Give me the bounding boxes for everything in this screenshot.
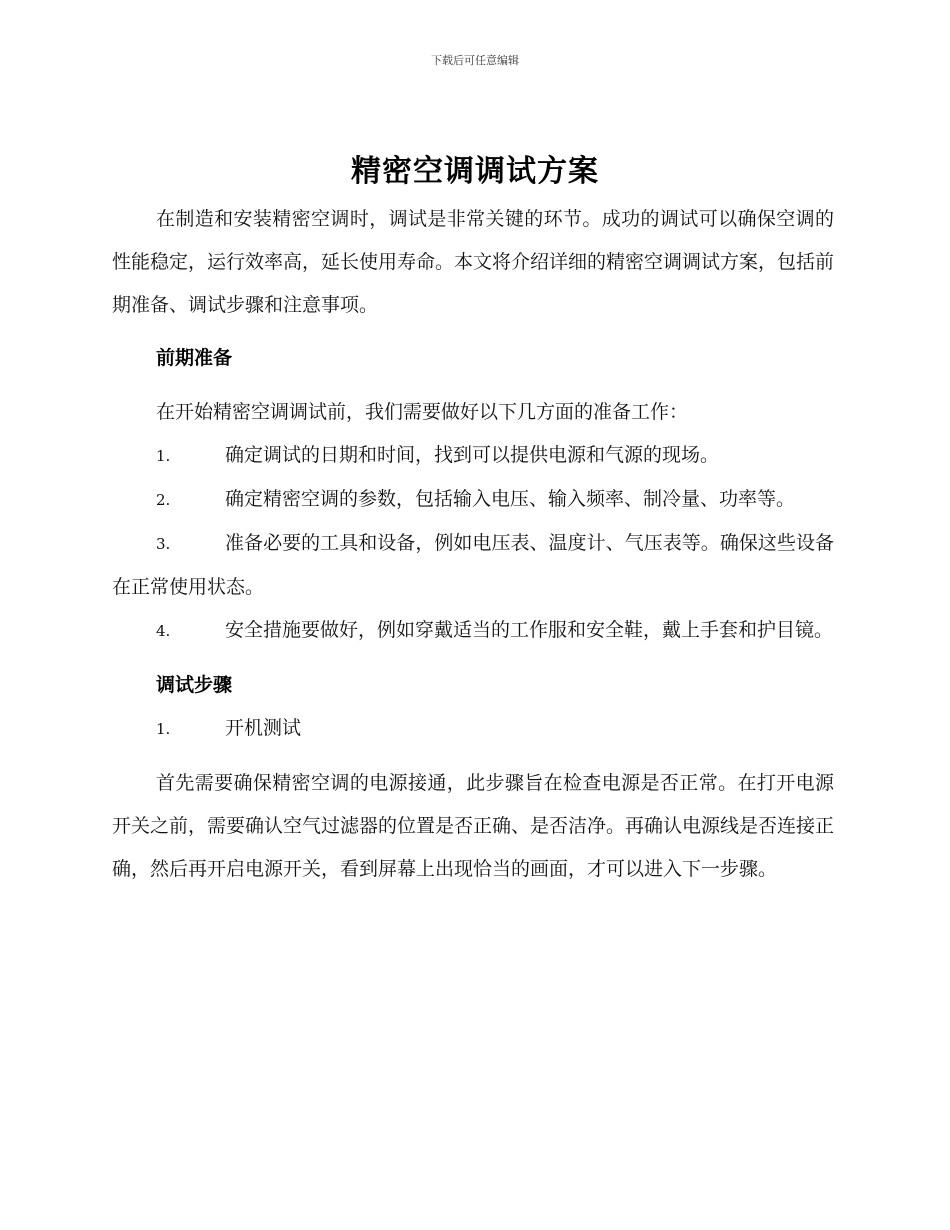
section-heading-preparation: 前期准备 (156, 347, 233, 369)
list-item-number: 3. (156, 535, 171, 553)
document-title: 精密空调调试方案 (351, 154, 599, 189)
preparation-lead-paragraph: 在开始精密空调调试前，我们需要做好以下几方面的准备工作： (156, 401, 689, 423)
list-item-number: 1. (156, 447, 171, 465)
list-item (112, 434, 834, 478)
list-item (112, 522, 834, 609)
list-item (112, 478, 834, 522)
startup-test-paragraph: 首先需要确保精密空调的电源接通，此步骤旨在检查电源是否正常。在打开电源开关之前，需要确认空气过滤器的位置是否正确、是否洁净。再确认电源线是否连接正确，然后再开启电源开关，看到屏幕上出现恰当的画面，才可以进入下一步骤。 (112, 772, 835, 880)
list-item (112, 707, 834, 751)
list-item-text: 准备必要的工具和设备，例如电压表、温度计、气压表等。确保这些设备在正常使用状态。 (112, 532, 834, 598)
list-item-text: 确定调试的日期和时间，找到可以提供电源和气源的现场。 (225, 444, 720, 466)
document-body (112, 198, 834, 891)
list-item-text: 确定精密空调的参数，包括输入电压、输入频率、制冷量、功率等。 (225, 488, 796, 510)
list-item-text: 开机测试 (225, 717, 302, 739)
intro-paragraph: 在制造和安装精密空调时，调试是非常关键的环节。成功的调试可以确保空调的性能稳定，运行效率高，延长使用寿命。本文将介绍详细的精密空调调试方案，包括前期准备、调试步骤和注意事项。 (112, 208, 835, 316)
list-item-number: 2. (156, 491, 171, 509)
list-item-number: 4. (156, 622, 171, 640)
list-item (112, 609, 834, 653)
section-heading-steps: 调试步骤 (156, 674, 233, 696)
list-item-number: 1. (156, 720, 171, 738)
list-item-text: 安全措施要做好，例如穿戴适当的工作服和安全鞋，戴上手套和护目镜。 (225, 619, 834, 641)
header-note: 下载后可任意编辑 (431, 54, 519, 67)
